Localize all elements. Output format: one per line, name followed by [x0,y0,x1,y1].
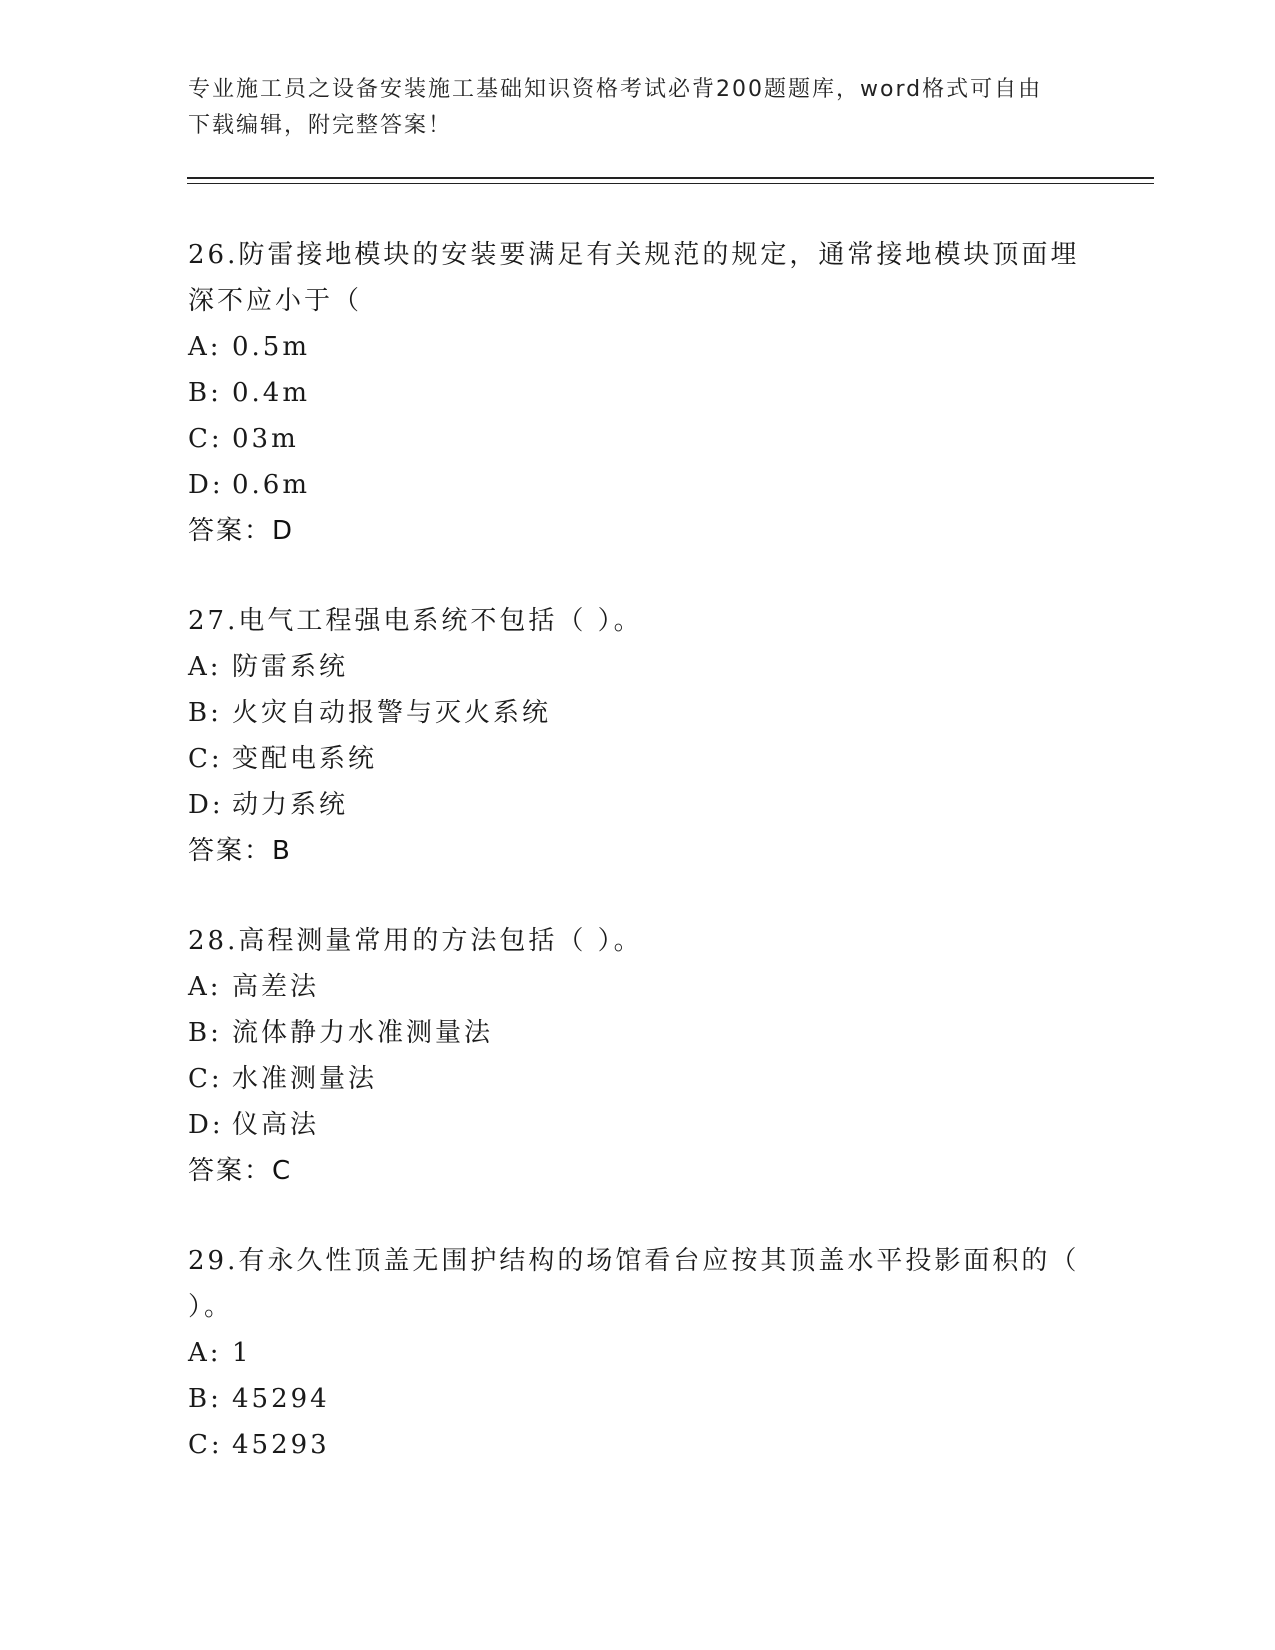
option-text: 0.4m [232,378,311,408]
option-text: 45294 [232,1384,330,1414]
option-a [188,1330,1088,1376]
header-divider-bottom [187,183,1154,184]
option-letter: C: [188,1430,223,1460]
option-letter: B: [188,1384,222,1414]
option-letter: A: [188,332,222,362]
question-28 [188,918,1088,1194]
option-letter: C: [188,424,223,454]
option-text: 水准测量法 [232,1064,378,1094]
question-list [188,232,1088,1512]
option-letter: B: [188,698,222,728]
option-b [188,1010,1088,1056]
option-letter: C: [188,744,223,774]
question-stem-line: ）。 [188,1292,234,1322]
option-text: 仪高法 [232,1110,320,1140]
option-letter: D: [188,470,224,500]
option-c [188,416,1088,462]
question-stem-line: 26.防雷接地模块的安装要满足有关规范的规定，通常接地模块顶面埋 [188,240,1080,270]
option-c [188,1422,1088,1468]
option-text: 45293 [232,1430,330,1460]
option-letter: A: [188,1338,222,1368]
option-letter: A: [188,652,222,682]
option-letter: B: [188,378,222,408]
question-29 [188,1238,1088,1468]
option-text: 03m [232,424,299,454]
answer-line: 答案：C [188,1156,293,1186]
option-b [188,370,1088,416]
option-b [188,1376,1088,1422]
option-d [188,782,1088,828]
option-a [188,324,1088,370]
option-text: 流体静力水准测量法 [232,1018,494,1048]
option-letter: C: [188,1064,223,1094]
option-letter: D: [188,1110,224,1140]
option-a [188,644,1088,690]
option-text: 0.5m [232,332,311,362]
option-text: 火灾自动报警与灭火系统 [232,698,552,728]
question-stem-line: 27.电气工程强电系统不包括（ ）。 [188,606,643,636]
document-header [188,72,1088,144]
header-divider-top [187,177,1154,179]
header-line-1: 专业施工员之设备安装施工基础知识资格考试必背200题题库，word格式可自由 [188,77,1043,102]
option-text: 高差法 [232,972,320,1002]
option-d [188,462,1088,508]
option-text: 1 [232,1338,252,1368]
question-stem-line: 29.有永久性顶盖无围护结构的场馆看台应按其顶盖水平投影面积的（ [188,1246,1080,1276]
question-27 [188,598,1088,874]
answer-line: 答案：B [188,836,292,866]
option-c [188,736,1088,782]
option-letter: A: [188,972,222,1002]
header-line-2: 下载编辑，附完整答案！ [188,113,453,138]
question-stem-line: 深不应小于（ [188,286,363,316]
question-26 [188,232,1088,554]
option-text: 防雷系统 [232,652,349,682]
answer-line: 答案：D [188,516,295,546]
option-letter: B: [188,1018,222,1048]
option-a [188,964,1088,1010]
option-c [188,1056,1088,1102]
option-letter: D: [188,790,224,820]
option-text: 动力系统 [232,790,349,820]
option-text: 0.6m [232,470,311,500]
option-b [188,690,1088,736]
option-text: 变配电系统 [232,744,378,774]
question-stem-line: 28.高程测量常用的方法包括（ ）。 [188,926,643,956]
option-d [188,1102,1088,1148]
